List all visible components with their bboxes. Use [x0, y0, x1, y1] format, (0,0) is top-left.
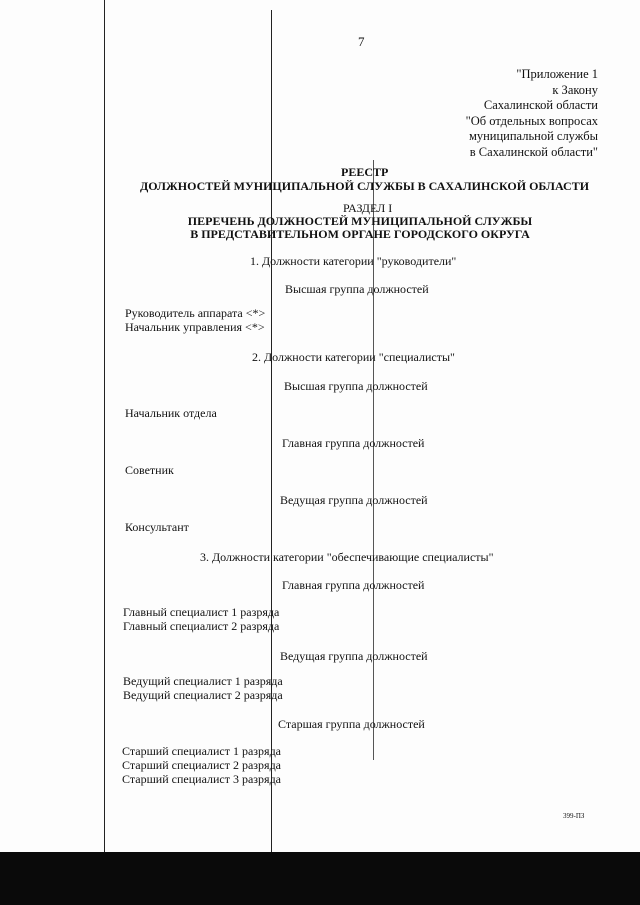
appendix-line: к Закону [552, 82, 598, 97]
group-title: Главная группа должностей [282, 578, 425, 592]
group-title: Ведущая группа должностей [280, 493, 428, 507]
scan-line-middle [271, 10, 272, 852]
position-item: Главный специалист 1 разряда [123, 605, 280, 619]
section-label: РАЗДЕЛ I [343, 201, 393, 215]
appendix-line: Сахалинской области [483, 98, 598, 112]
position-item: Старший специалист 1 разряда [122, 744, 281, 758]
position-item: Руководитель аппарата <*> [125, 306, 266, 320]
section-heading-2: В ПРЕДСТАВИТЕЛЬНОМ ОРГАНЕ ГОРОДСКОГО ОКРУГА [190, 227, 530, 241]
appendix-line: "Приложение 1 [516, 67, 598, 81]
position-item: Ведущий специалист 1 разряда [123, 674, 283, 688]
scan-line-right [373, 160, 374, 760]
position-item: Консультант [125, 520, 189, 534]
page-number: 7 [358, 34, 365, 49]
position-item: Ведущий специалист 2 разряда [123, 688, 283, 702]
register-title: РЕЕСТР [341, 165, 389, 179]
appendix-line: в Сахалинской области" [469, 144, 598, 159]
group-title: Старшая группа должностей [278, 717, 425, 731]
position-item: Начальник отдела [125, 406, 217, 420]
appendix-block [466, 67, 598, 160]
footer-code: 399-ПЗ [563, 812, 585, 820]
scan-line-left [104, 0, 105, 852]
group-title: Высшая группа должностей [284, 379, 428, 393]
position-item: Начальник управления <*> [125, 320, 265, 334]
scan-bottom-border [0, 852, 640, 905]
register-subtitle: ДОЛЖНОСТЕЙ МУНИЦИПАЛЬНОЙ СЛУЖБЫ В САХАЛИНСКОЙ ОБЛАСТИ [140, 179, 590, 193]
group-title: Главная группа должностей [282, 436, 425, 450]
group-title: Высшая группа должностей [285, 282, 429, 296]
category-title: 2. Должности категории "специалисты" [252, 350, 455, 364]
position-item: Старший специалист 3 разряда [122, 772, 281, 786]
group-title: Ведущая группа должностей [280, 649, 428, 663]
category-title: 3. Должности категории "обеспечивающие специалисты" [200, 550, 494, 564]
position-item: Старший специалист 2 разряда [122, 758, 281, 772]
category-title: 1. Должности категории "руководители" [250, 254, 457, 268]
appendix-line: муниципальной службы [468, 129, 598, 143]
appendix-line: "Об отдельных вопросах [465, 113, 598, 128]
position-item: Главный специалист 2 разряда [123, 619, 280, 633]
section-heading-1: ПЕРЕЧЕНЬ ДОЛЖНОСТЕЙ МУНИЦИПАЛЬНОЙ СЛУЖБЫ [187, 214, 533, 228]
position-item: Советник [125, 463, 174, 477]
